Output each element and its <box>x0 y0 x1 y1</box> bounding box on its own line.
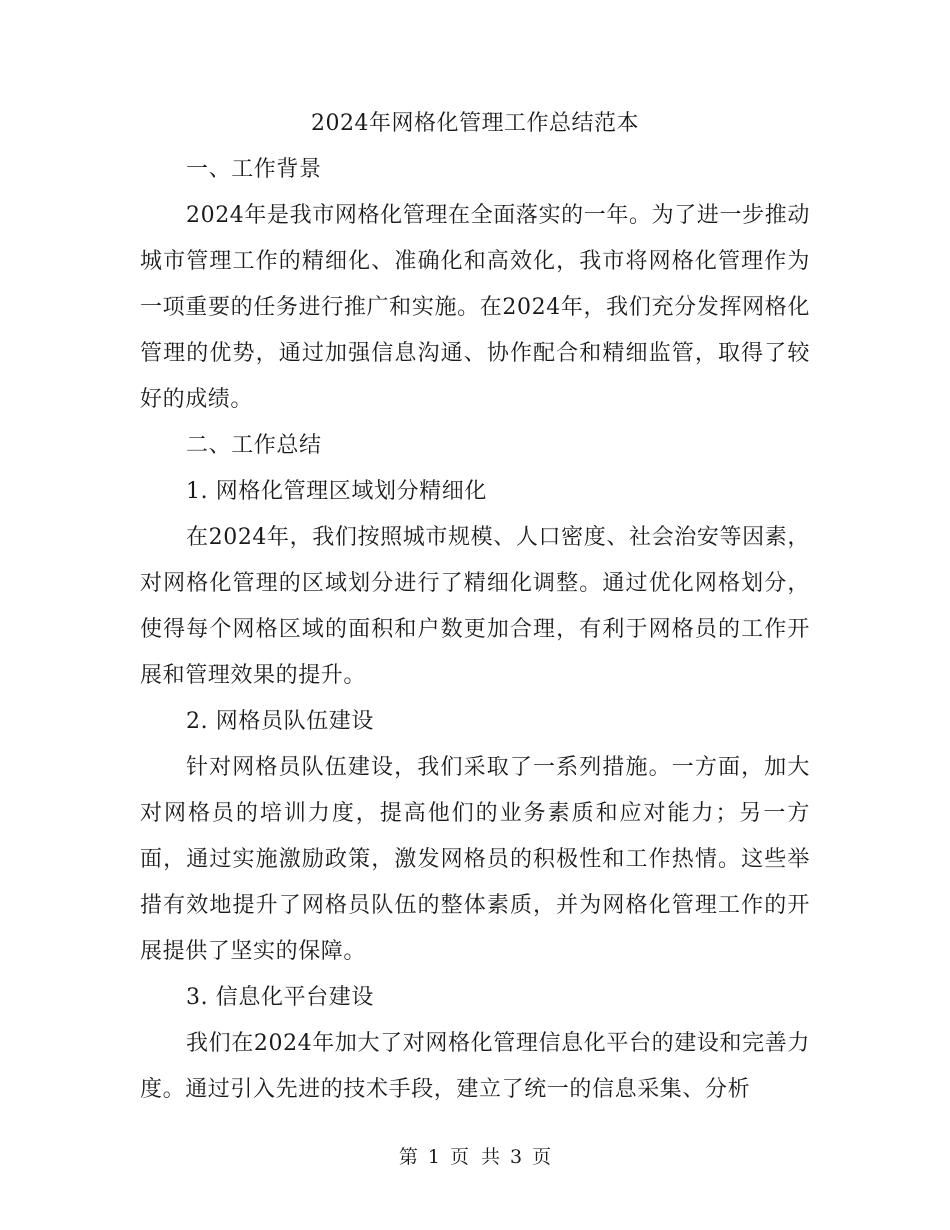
footer-prefix: 第 <box>398 1146 418 1168</box>
document-title: 2024年网格化管理工作总结范本 <box>311 111 639 136</box>
section-heading: 二、工作总结 <box>186 433 322 458</box>
paragraph: 2024年是我市网格化管理在全面落实的一年。为了进一步推动城市管理工作的精细化、准确化和高效化，我市将网格化管理作为一项重要的任务进行推广和实施。在2024年，我们充分发挥网格化管理的优势，通过加强信息沟通、协作配合和精细监管，取得了较好的成绩。 <box>140 203 810 412</box>
paragraph: 我们在2024年加大了对网格化管理信息化平台的建设和完善力度。通过引入先进的技术手段，建立了统一的信息采集、分析 <box>140 1031 810 1102</box>
footer-page-number: 1 <box>427 1146 440 1168</box>
paragraph: 针对网格员队伍建设，我们采取了一系列措施。一方面，加大对网格员的培训力度，提高他们的业务素质和应对能力；另一方面，通过实施激励政策，激发网格员的积极性和工作热情。这些举措有效地提升了网格员队伍的整体素质，并为网格化管理工作的开展提供了坚实的保障。 <box>140 755 810 964</box>
footer-total-pages: 3 <box>510 1146 523 1168</box>
section-heading: 一、工作背景 <box>186 157 322 182</box>
subsection-heading: 1. 网格化管理区域划分精细化 <box>186 479 487 504</box>
subsection-heading: 3. 信息化平台建设 <box>186 985 374 1010</box>
page-footer <box>0 1142 950 1172</box>
footer-suffix: 页 <box>532 1146 552 1168</box>
paragraph: 在2024年，我们按照城市规模、人口密度、社会治安等因素，对网格化管理的区域划分进行了精细化调整。通过优化网格划分，使得每个网格区域的面积和户数更加合理，有利于网格员的工作开展和管理效果的提升。 <box>140 525 810 688</box>
footer-middle: 页 共 <box>449 1146 501 1168</box>
subsection-heading: 2. 网格员队伍建设 <box>186 709 374 734</box>
document-body <box>140 101 810 1113</box>
